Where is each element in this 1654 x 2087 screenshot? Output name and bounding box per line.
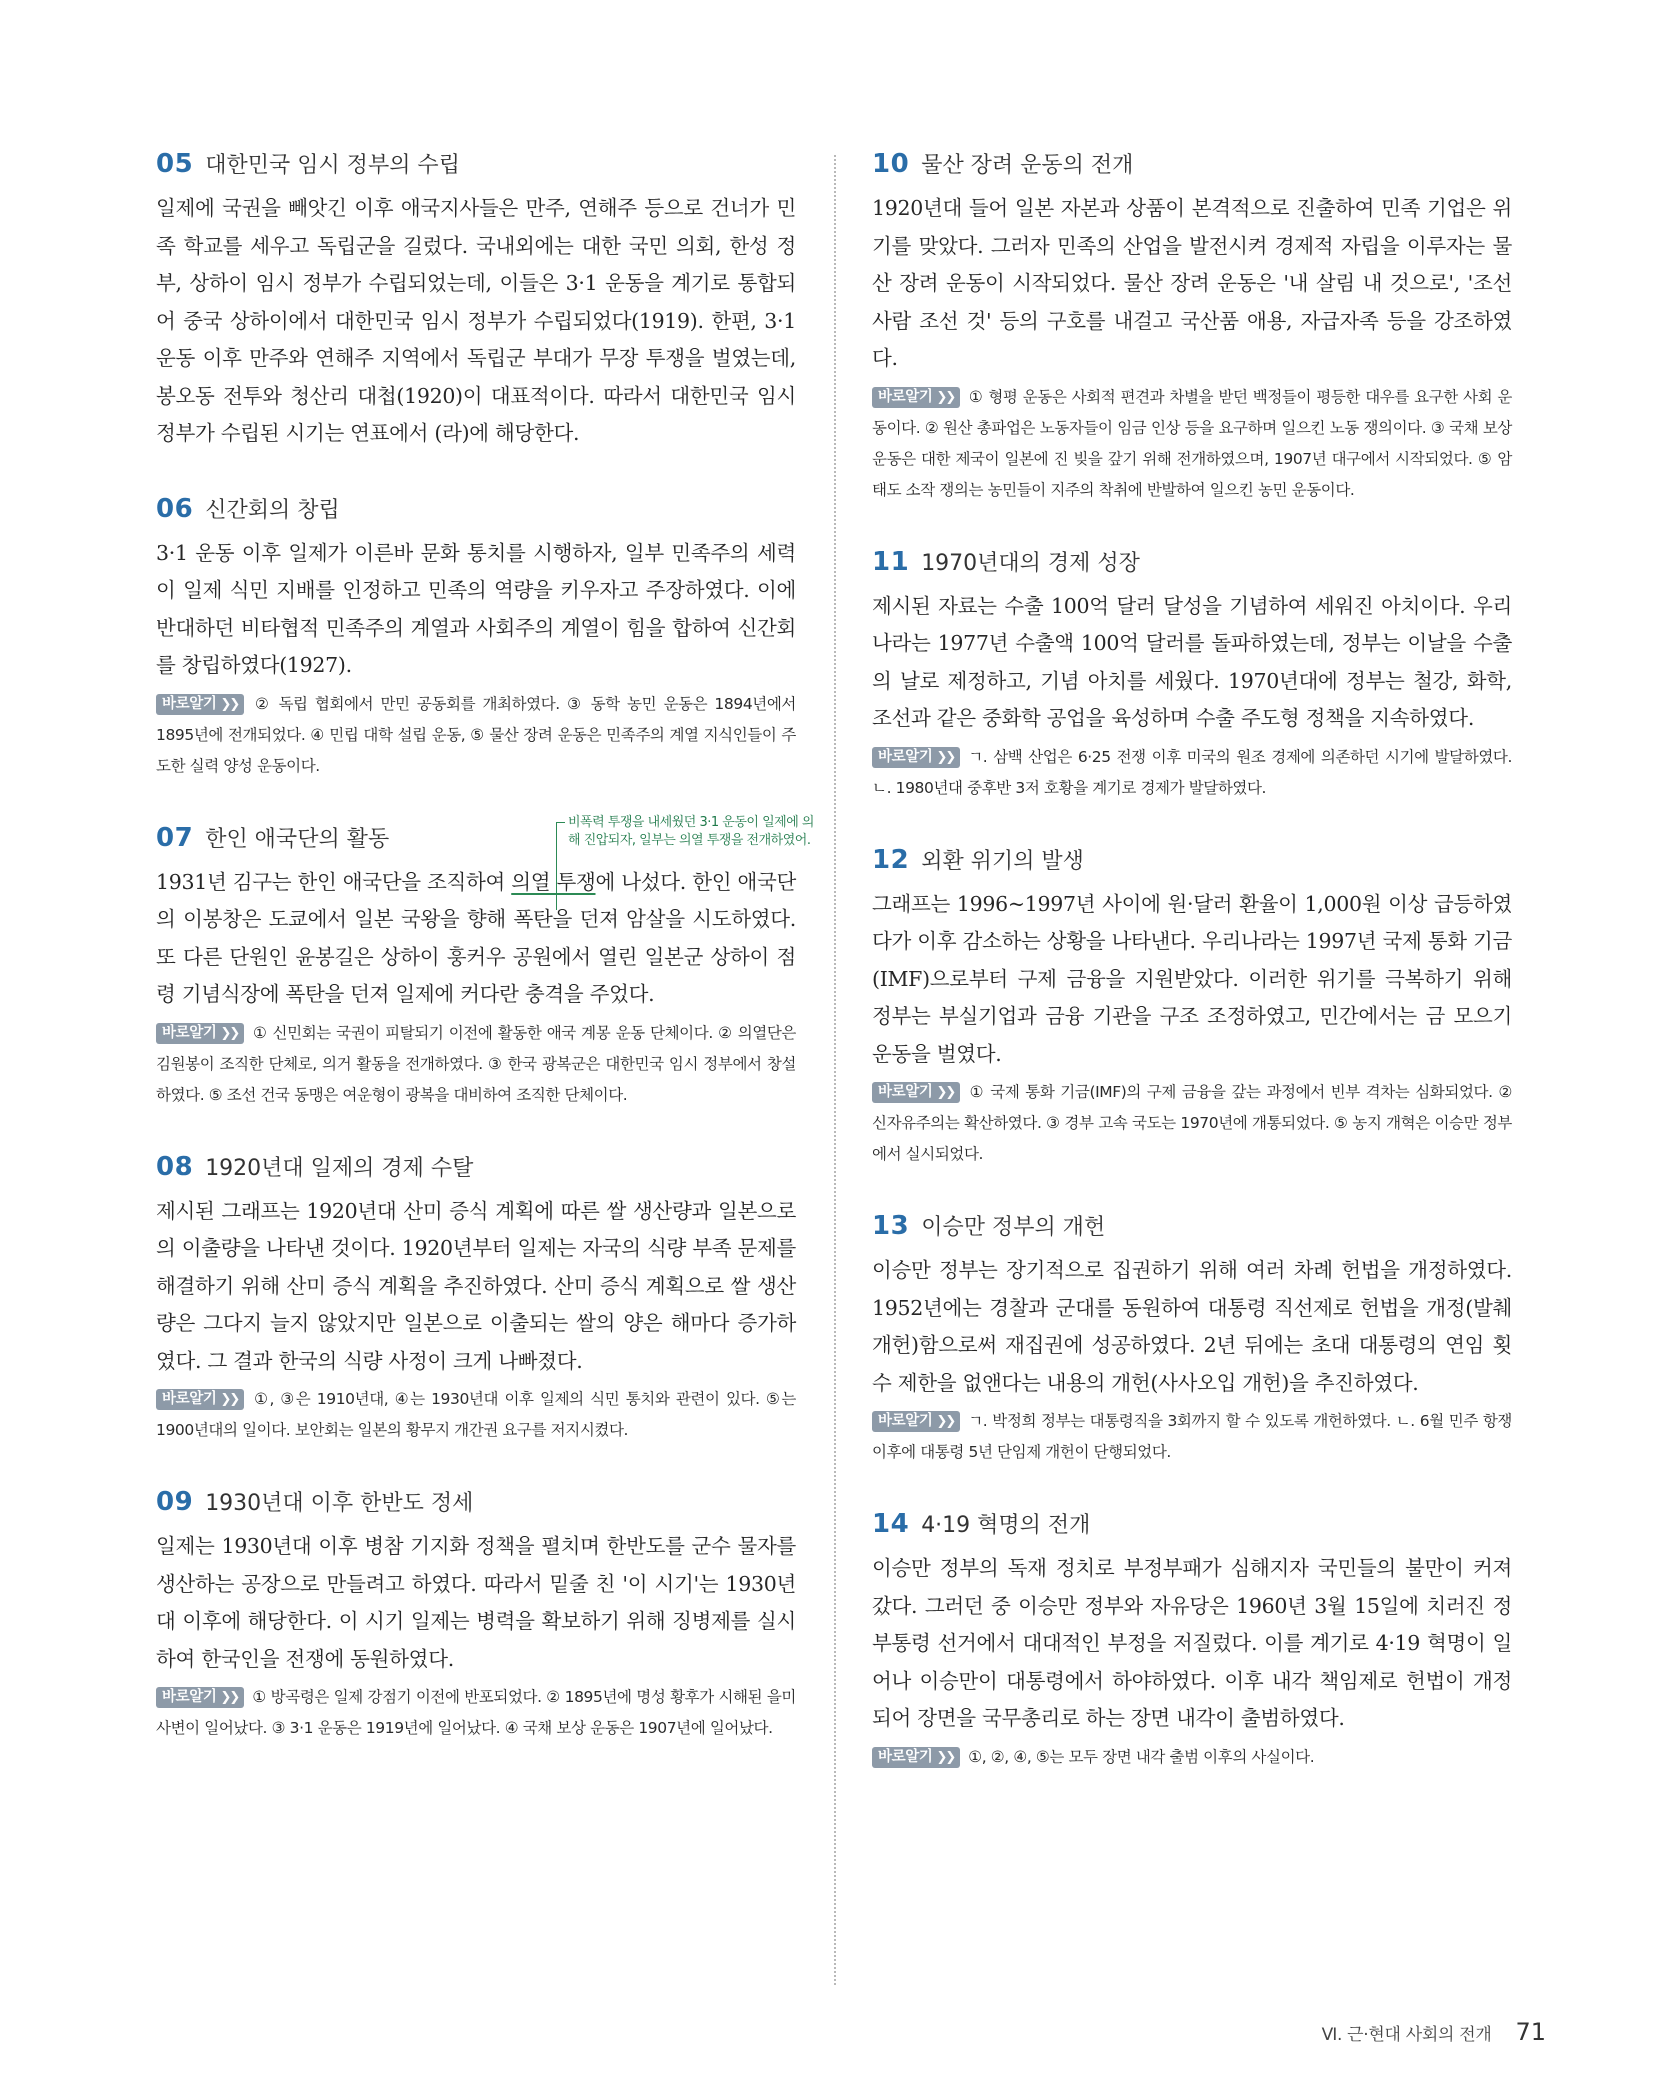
section-heading: [872, 1508, 1512, 1544]
chevron-right-icon: ❯❯: [936, 389, 955, 405]
column-divider: [834, 155, 836, 1985]
section-12: [872, 844, 1512, 1171]
section-10: [872, 148, 1512, 506]
body-part: 1931년 김구는 한인 애국단을 조직하여: [156, 869, 512, 894]
section-title: 1930년대 이후 한반도 정세: [205, 1491, 474, 1516]
note-text: ① 신민회는 국권이 피탈되기 이전에 활동한 애국 계몽 운동 단체이다. ② 의열단은 김원봉이 조직한 단체로, 의거 활동을 전개하였다. ③ 한국 광복군은 대한민국 임시 정부에서 창설하였다. ⑤ 조선 건국 동맹은 여운형이 광복을 대비하여 조직한 단체이다.: [156, 1023, 796, 1104]
section-05: [156, 148, 796, 453]
badge-label: 바로알기: [162, 1391, 217, 1407]
correction-badge: [872, 747, 960, 768]
correction-badge: [156, 1687, 244, 1708]
section-number: 10: [872, 149, 910, 179]
chevron-right-icon: ❯❯: [936, 749, 955, 765]
correction-badge: [872, 1082, 960, 1103]
note-text: ① 형평 운동은 사회적 편견과 차별을 받던 백정들이 평등한 대우를 요구한 사회 운동이다. ② 원산 총파업은 노동자들이 임금 인상 등을 요구하며 일으킨 노동 쟁의이다. ③ 국채 보상 운동은 대한 제국이 일본에 진 빚을 갚기 위해 전개하였으며, 1907년 대구에서 시작되었다. ⑤ 암태도 소작 쟁의는 농민들이 지주의 착취에 반발하여 일으킨 농민 운동이다.: [872, 387, 1512, 499]
section-number: 14: [872, 1509, 910, 1539]
chevron-right-icon: ❯❯: [936, 1085, 955, 1100]
section-title: 1970년대의 경제 성장: [921, 550, 1140, 576]
badge-label: 바로알기: [162, 1689, 217, 1705]
section-heading: [872, 1210, 1512, 1246]
section-body: 일제는 1930년대 이후 병참 기지화 정책을 펼치며 한반도를 군수 물자를 생산하는 공장으로 만들려고 하였다. 따라서 밑줄 친 '이 시기'는 1930년대 이후에 해당한다. 이 시기 일제는 병력을 확보하기 위해 징병제를 실시하여 한국인을 전쟁에 동원하였다.: [156, 1534, 796, 1671]
chevron-right-icon: ❯❯: [220, 1025, 239, 1041]
section-number: 09: [156, 1487, 194, 1517]
section-heading: [156, 1151, 796, 1187]
badge-label: 바로알기: [878, 388, 933, 405]
section-heading: [872, 148, 1512, 184]
section-09: [156, 1486, 796, 1744]
section-number: 06: [156, 493, 194, 524]
section-06: [156, 493, 796, 782]
badge-label: 바로알기: [878, 1084, 933, 1100]
section-title: 외환 위기의 발생: [921, 848, 1084, 874]
correction-note: [872, 1742, 1512, 1773]
section-07: [156, 814, 814, 1111]
section-title: 4·19 혁명의 전개: [921, 1513, 1091, 1538]
chevron-right-icon: ❯❯: [936, 1414, 955, 1429]
correction-note: [156, 1682, 796, 1744]
section-body: 일제에 국권을 빼앗긴 이후 애국지사들은 만주, 연해주 등으로 건너가 민족 학교를 세우고 독립군을 길렀다. 국내외에는 대한 국민 의회, 한성 정부, 상하이 임시 정부가 수립되었는데, 이들은 3·1 운동을 계기로 통합되어 중국 상하이에서 대한민국 임시 정부가 수립되었다(1919). 한편, 3·1 운동 이후 만주와 연해주 지역에서 독립군 부대가 무장 투쟁을 벌였는데, 봉오동 전투와 청산리 대첩(1920)이 대표적이다. 따라서 대한민국 임시 정부가 수립된 시기는 연표에서 (라)에 해당한다.: [156, 196, 796, 445]
section-body: [156, 864, 796, 1014]
correction-note: [872, 1077, 1512, 1170]
section-title: 이승만 정부의 개헌: [921, 1215, 1106, 1240]
note-text: ① 국제 통화 기금(IMF)의 구제 금융을 갚는 과정에서 빈부 격차는 심화되었다. ② 신자유주의는 확산하였다. ③ 경부 고속 국도는 1970년에 개통되었다. ⑤ 농지 개혁은 이승만 정부에서 실시되었다.: [872, 1083, 1512, 1163]
badge-label: 바로알기: [878, 1413, 933, 1429]
section-11: [872, 546, 1512, 804]
left-column: [156, 148, 814, 1784]
note-text: ① 방곡령은 일제 강점기 이전에 반포되었다. ② 1895년에 명성 황후가 시해된 을미사변이 일어났다. ③ 3·1 운동은 1919년에 일어났다. ④ 국채 보상 운동은 1907년에 일어났다.: [156, 1688, 796, 1737]
correction-note: [872, 742, 1512, 804]
correction-badge: [156, 1023, 244, 1044]
section-number: 13: [872, 1211, 910, 1241]
section-14: [872, 1508, 1512, 1773]
section-number: 11: [872, 546, 910, 577]
section-heading: [156, 493, 796, 529]
section-body: 이승만 정부의 독재 정치로 부정부패가 심해지자 국민들의 불만이 커져 갔다. 그러던 중 이승만 정부와 자유당은 1960년 3월 15일에 치러진 정부통령 선거에서 대대적인 부정을 저질렀다. 이를 계기로 4·19 혁명이 일어나 이승만이 대통령에서 하야하였다. 이후 내각 책임제로 헌법이 개정되어 장면을 국무총리로 하는 장면 내각이 출범하였다.: [872, 1556, 1512, 1730]
badge-label: 바로알기: [162, 695, 217, 712]
correction-note: [872, 1406, 1512, 1468]
section-number: 12: [872, 844, 910, 875]
chevron-right-icon: ❯❯: [220, 696, 239, 712]
note-text: ①, ②, ④, ⑤는 모두 장면 내각 출범 이후의 사실이다.: [968, 1747, 1315, 1766]
section-number: 08: [156, 1151, 194, 1182]
correction-note: [156, 689, 796, 782]
chevron-right-icon: ❯❯: [220, 1392, 239, 1407]
section-08: [156, 1151, 796, 1447]
section-heading: [872, 844, 1512, 880]
section-title: 1920년대 일제의 경제 수탈: [205, 1155, 474, 1181]
underlined-phrase: 의열 투쟁: [511, 869, 596, 894]
correction-badge: [872, 387, 960, 408]
note-text: ㄱ. 삼백 산업은 6·25 전쟁 이후 미국의 원조 경제에 의존하던 시기에 발달하였다. ㄴ. 1980년대 중후반 3저 호황을 계기로 경제가 발달하였다.: [872, 747, 1512, 797]
section-body: 3·1 운동 이후 일제가 이른바 문화 통치를 시행하자, 일부 민족주의 세력이 일제 식민 지배를 인정하고 민족의 역량을 키우자고 주장하였다. 이에 반대하던 비타협적 민족주의 계열과 사회주의 계열이 힘을 합하여 신간회를 창립하였다(1927).: [156, 540, 796, 677]
correction-badge: [156, 1389, 244, 1410]
correction-badge: [156, 694, 244, 715]
badge-label: 바로알기: [878, 748, 933, 765]
section-title: 대한민국 임시 정부의 수립: [205, 153, 460, 178]
section-heading: [156, 1486, 796, 1522]
section-number: 07: [156, 822, 194, 853]
badge-label: 바로알기: [878, 1748, 933, 1765]
correction-note: [872, 382, 1512, 506]
correction-badge: [872, 1747, 960, 1768]
section-13: [872, 1210, 1512, 1468]
note-text: ② 독립 협회에서 만민 공동회를 개최하였다. ③ 동학 농민 운동은 1894년에서 1895년에 전개되었다. ④ 민립 대학 설립 운동, ⑤ 물산 장려 운동은 민족주의 계열 지식인들이 주도한 실력 양성 운동이다.: [156, 694, 796, 775]
section-heading: [872, 546, 1512, 582]
page-number: 71: [1515, 2018, 1546, 2046]
chevron-right-icon: ❯❯: [220, 1690, 239, 1705]
note-text: ㄱ. 박정희 정부는 대통령직을 3회까지 할 수 있도록 개헌하였다. ㄴ. 6월 민주 항쟁 이후에 대통령 5년 단임제 개헌이 단행되었다.: [872, 1412, 1512, 1461]
section-title: 한인 애국단의 활동: [205, 826, 390, 852]
page-footer: [1322, 2018, 1546, 2046]
section-heading: [156, 148, 796, 184]
section-title: 신간회의 창립: [205, 497, 340, 523]
margin-annotation: 비폭력 투쟁을 내세웠던 3·1 운동이 일제에 의해 진압되자, 일부는 의열 투쟁을 전개하였어.: [568, 814, 814, 848]
section-body: 그래프는 1996~1997년 사이에 원·달러 환율이 1,000원 이상 급등하였다가 이후 감소하는 상황을 나타낸다. 우리나라는 1997년 국제 통화 기금(IMF)으로부터 구제 금융을 지원받았다. 이러한 위기를 극복하기 위해 정부는 부실기업과 금융 기관을 구조 조정하였고, 민간에서는 금 모으기 운동을 벌였다.: [872, 891, 1512, 1066]
section-body: 제시된 자료는 수출 100억 달러 달성을 기념하여 세워진 아치이다. 우리나라는 1977년 수출액 100억 달러를 돌파하였는데, 정부는 이날을 수출의 날로 제정하고, 기념 아치를 세웠다. 1970년대에 정부는 철강, 화학, 조선과 같은 중화학 공업을 육성하며 수출 주도형 정책을 지속하였다.: [872, 593, 1512, 730]
section-body: 제시된 그래프는 1920년대 산미 증식 계획에 따른 쌀 생산량과 일본으로의 이출량을 나타낸 것이다. 1920년부터 일제는 자국의 식량 부족 문제를 해결하기 위해 산미 증식 계획을 추진하였다. 산미 증식 계획으로 쌀 생산량은 그다지 늘지 않았지만 일본으로 이출되는 쌀의 양은 해마다 증가하였다. 그 결과 한국의 식량 사정이 크게 나빠졌다.: [156, 1198, 796, 1373]
annotation-pointer: [556, 884, 557, 910]
section-number: 05: [156, 149, 194, 179]
correction-badge: [872, 1411, 960, 1432]
section-body: 1920년대 들어 일본 자본과 상품이 본격적으로 진출하여 민족 기업은 위기를 맞았다. 그러자 민족의 산업을 발전시켜 경제적 자립을 이루자는 물산 장려 운동이 시작되었다. 물산 장려 운동은 '내 살림 내 것으로', '조선 사람 조선 것' 등의 구호를 내걸고 국산품 애용, 자급자족 등을 강조하였다.: [872, 196, 1512, 370]
note-text: ①, ③은 1910년대, ④는 1930년대 이후 일제의 식민 통치와 관련이 있다. ⑤는 1900년대의 일이다. 보안회는 일본의 황무지 개간권 요구를 저지시켰다.: [156, 1390, 796, 1439]
section-title: 물산 장려 운동의 전개: [921, 153, 1134, 178]
section-body: 이승만 정부는 장기적으로 집권하기 위해 여러 차례 헌법을 개정하였다. 1952년에는 경찰과 군대를 동원하여 대통령 직선제로 헌법을 개정(발췌 개헌)함으로써 재집권에 성공하였다. 2년 뒤에는 초대 대통령의 연임 횟수 제한을 없앤다는 내용의 개헌(사사오입 개헌)을 추진하였다.: [872, 1258, 1512, 1395]
right-column: [872, 148, 1512, 1813]
body-part: 에 나섰다. 한인 애국단의 이봉창은 도쿄에서 일본 국왕을 향해 폭탄을 던져 암살을 시도하였다. 또 다른 단원인 윤봉길은 상하이 훙커우 공원에서 열린 일본군 상하이 점령 기념식장에 폭탄을 던져 일제에 커다란 충격을 주었다.: [156, 869, 796, 1006]
correction-note: [156, 1018, 796, 1111]
chapter-title: Ⅵ. 근·현대 사회의 전개: [1321, 2025, 1492, 2045]
badge-label: 바로알기: [162, 1024, 217, 1041]
correction-note: [156, 1384, 796, 1446]
chevron-right-icon: ❯❯: [936, 1749, 955, 1765]
